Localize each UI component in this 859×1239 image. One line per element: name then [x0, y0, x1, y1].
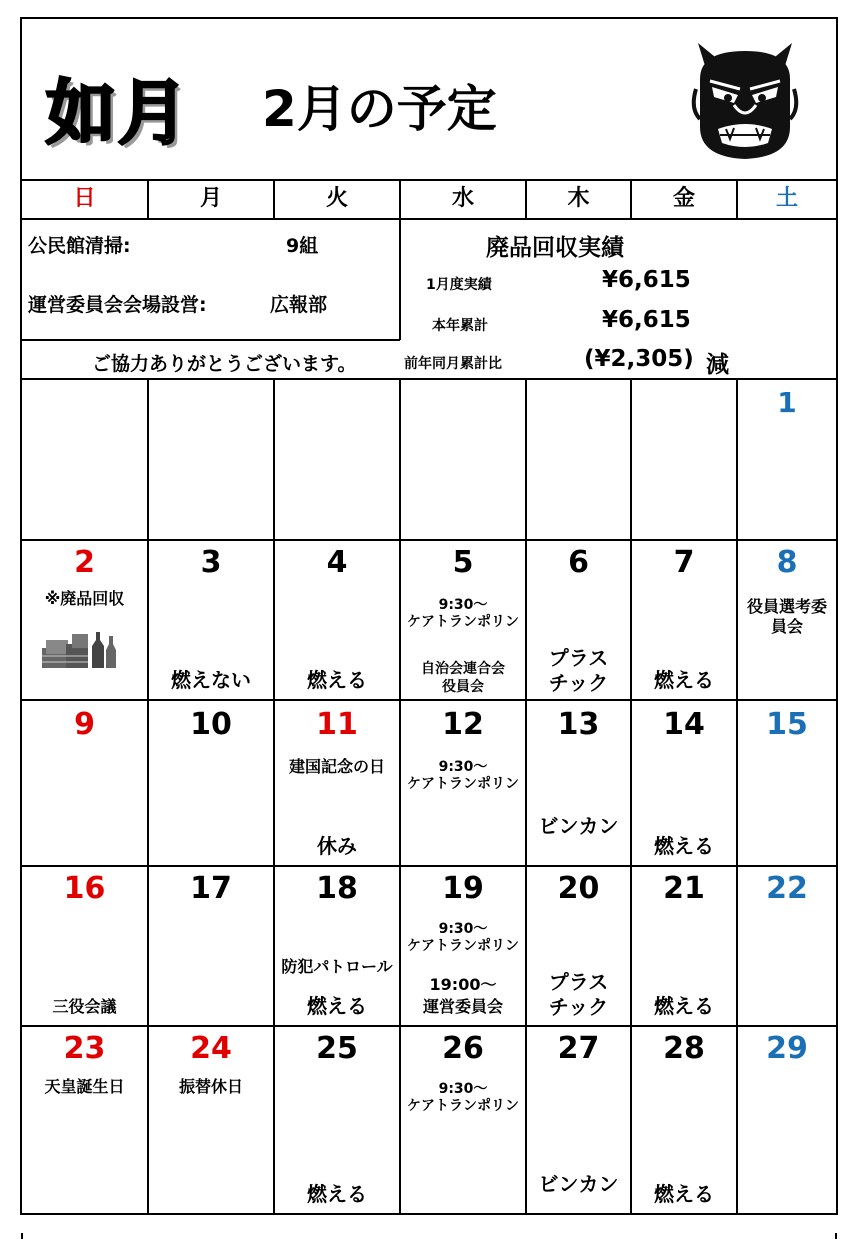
event-text: 燃える	[307, 994, 367, 1018]
weekday-wed: 水	[451, 186, 474, 211]
event-text: チック	[548, 671, 609, 695]
day-number: 3	[200, 545, 222, 580]
year-total-label: 本年累計	[432, 318, 488, 334]
day-number: 4	[326, 545, 348, 580]
event-text: ケアトランポリン	[407, 1098, 519, 1114]
day-number: 11	[316, 707, 358, 742]
day-number: 20	[557, 871, 600, 906]
event-text: ビンカン	[538, 1172, 619, 1196]
day-number: 22	[766, 871, 808, 906]
event-text: 燃える	[307, 1182, 367, 1206]
day-number: 10	[190, 707, 232, 742]
day-cell-15	[738, 701, 836, 865]
prev-year-value: (¥2,305)	[584, 346, 694, 372]
cleaning-value: 9組	[286, 235, 319, 257]
day-cell-2	[22, 541, 147, 699]
holiday-text: 天皇誕生日	[44, 1077, 125, 1096]
day-cell-1	[738, 380, 836, 539]
event-text: プラス	[548, 646, 609, 670]
event-text: 三役会議	[52, 997, 117, 1016]
setup-label: 運営委員会会場設営:	[28, 294, 207, 316]
prev-year-suffix: 減	[706, 352, 729, 378]
event-text: 燃える	[654, 668, 714, 692]
weekday-thu: 木	[567, 186, 590, 211]
day-cell-14	[632, 701, 736, 865]
day-cell-23	[22, 1027, 147, 1215]
day-number: 24	[190, 1031, 232, 1066]
day-cell-27	[527, 1027, 630, 1215]
day-cell-22	[738, 867, 836, 1025]
weekday-mon: 月	[199, 186, 222, 211]
day-number: 18	[316, 871, 358, 906]
day-number: 16	[63, 871, 106, 906]
event-text: ビンカン	[538, 814, 619, 838]
oni-mask-icon	[690, 39, 800, 161]
day-cell-20	[527, 867, 630, 1025]
day-number: 13	[557, 707, 600, 742]
event-text: 役員選考委	[746, 597, 827, 616]
day-cell-29	[738, 1027, 836, 1215]
jan-result-label: 1月度実績	[426, 277, 492, 293]
event-text: 運営委員会	[422, 997, 503, 1016]
cleaning-label: 公民館清掃:	[28, 235, 131, 257]
thanks-text: ご協力ありがとうございます。	[92, 353, 357, 375]
day-cell-13	[527, 701, 630, 865]
weekday-tue: 火	[325, 186, 348, 211]
holiday-text: 振替休日	[178, 1077, 243, 1096]
day-cell-7	[632, 541, 736, 699]
day-number: 5	[452, 545, 474, 580]
event-time: 9:30～	[438, 1081, 488, 1097]
day-number: 15	[766, 707, 808, 742]
day-number: 9	[74, 707, 95, 742]
event-time: 9:30～	[438, 597, 488, 613]
day-number: 8	[776, 545, 798, 580]
day-cell-21	[632, 867, 736, 1025]
crop-mark	[21, 1233, 23, 1239]
divider	[22, 339, 400, 341]
day-cell-12	[401, 701, 525, 865]
day-number: 6	[568, 545, 589, 580]
event-text: 役員会	[442, 679, 484, 695]
day-cell-19	[401, 867, 525, 1025]
event-text: 燃える	[654, 1182, 714, 1206]
day-number: 29	[766, 1031, 808, 1066]
day-cell-5	[401, 541, 525, 699]
day-number: 28	[663, 1031, 705, 1066]
day-number: 1	[777, 386, 797, 419]
crop-mark	[835, 1233, 837, 1239]
day-number: 14	[663, 707, 705, 742]
day-cell-11	[275, 701, 399, 865]
day-number: 26	[442, 1031, 484, 1066]
event-text: 燃える	[654, 834, 714, 858]
day-number: 12	[442, 707, 484, 742]
event-text: チック	[548, 995, 609, 1019]
event-time: 9:30～	[438, 921, 488, 937]
recycle-title: 廃品回収実績	[486, 235, 624, 261]
day-number: 27	[557, 1031, 600, 1066]
day-number: 7	[673, 545, 695, 580]
event-time: 19:00～	[429, 975, 497, 994]
divider	[399, 218, 401, 340]
weekday-sun: 日	[73, 186, 96, 211]
event-text: ※廃品回収	[44, 589, 125, 608]
day-cell-24	[149, 1027, 273, 1215]
event-text: ケアトランポリン	[407, 938, 519, 954]
day-number: 23	[63, 1031, 106, 1066]
day-cell-6	[527, 541, 630, 699]
calendar-frame	[20, 17, 838, 1215]
day-cell-18	[275, 867, 399, 1025]
day-cell-16	[22, 867, 147, 1025]
event-text: ケアトランポリン	[407, 614, 519, 630]
event-text: 燃える	[307, 668, 367, 692]
event-text: 燃える	[654, 994, 714, 1018]
event-text: 休み	[317, 834, 357, 858]
event-time: 9:30～	[438, 759, 488, 775]
day-number: 25	[316, 1031, 358, 1066]
page-title: 2月の予定	[262, 80, 497, 138]
event-text: 燃えない	[171, 668, 251, 692]
day-number: 17	[190, 871, 232, 906]
setup-value: 広報部	[270, 294, 328, 316]
day-cell-10	[149, 701, 273, 865]
prev-year-label: 前年同月累計比	[404, 356, 502, 372]
divider	[22, 218, 836, 220]
day-cell-8	[738, 541, 836, 699]
event-text: ケアトランポリン	[407, 776, 519, 792]
event-text: 自治会連合会	[421, 661, 505, 677]
event-text: プラス	[548, 970, 609, 994]
event-text: 員会	[770, 617, 803, 636]
event-text: 防犯パトロール	[281, 957, 393, 976]
day-cell-25	[275, 1027, 399, 1215]
day-cell-17	[149, 867, 273, 1025]
day-cell-4	[275, 541, 399, 699]
recycling-bundle-icon	[40, 626, 120, 674]
day-cell-28	[632, 1027, 736, 1215]
month-kanji-title: 如月	[46, 71, 190, 154]
jan-result-value: ¥6,615	[602, 267, 691, 293]
year-total-value: ¥6,615	[602, 307, 691, 333]
day-cell-3	[149, 541, 273, 699]
weekday-sat: 土	[775, 186, 798, 211]
weekday-fri: 金	[672, 186, 695, 211]
day-number: 19	[442, 871, 484, 906]
day-cell-26	[401, 1027, 525, 1215]
day-number: 2	[74, 545, 95, 580]
day-number: 21	[663, 871, 705, 906]
day-cell-9	[22, 701, 147, 865]
holiday-text: 建国記念の日	[288, 757, 385, 776]
